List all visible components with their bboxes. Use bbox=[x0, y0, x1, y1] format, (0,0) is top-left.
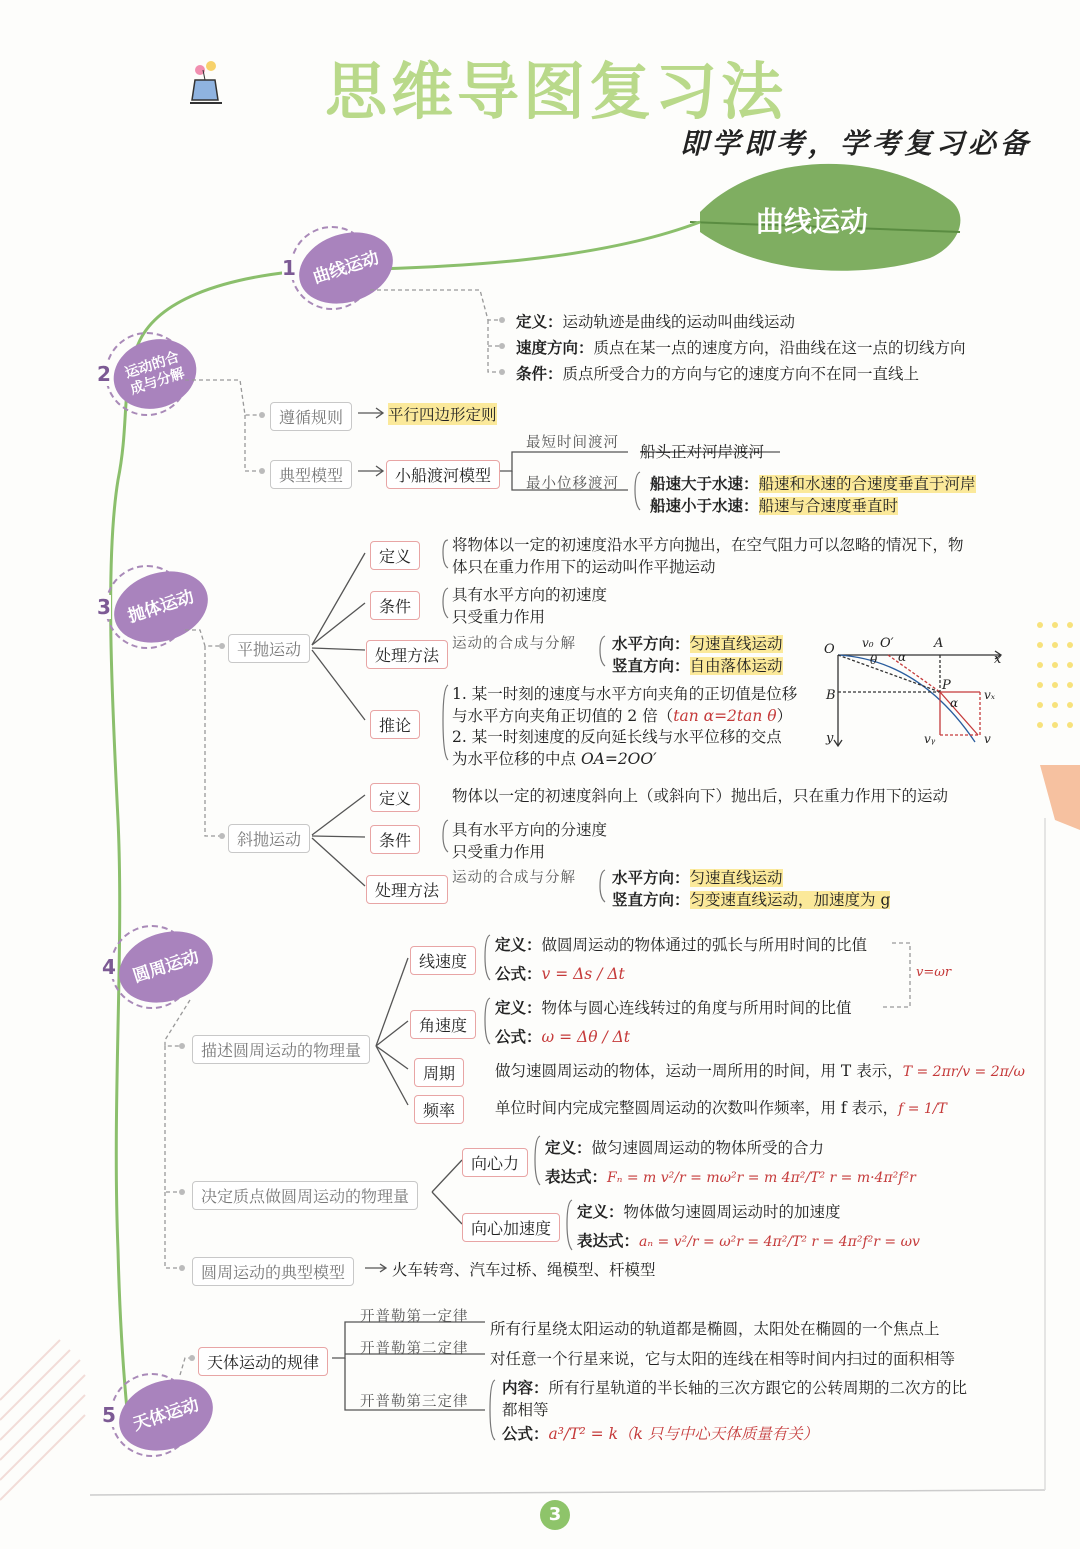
cel-k1-name: 开普勒第一定律 bbox=[360, 1309, 469, 1325]
cel-k3-name: 开普勒第三定律 bbox=[360, 1394, 469, 1410]
circ-freq bbox=[495, 1096, 947, 1118]
circ-lin-def bbox=[495, 933, 867, 955]
cel-k3-content2: 都相等 bbox=[502, 1401, 549, 1419]
circ-ca-box: 向心加速度 bbox=[462, 1213, 560, 1242]
cel-law-box: 天体运动的规律 bbox=[198, 1347, 328, 1376]
synth-rule-box: 遵循规则 bbox=[270, 402, 352, 431]
curve-def-value: 运动轨迹是曲线的运动叫曲线运动 bbox=[562, 313, 796, 331]
synth-gt bbox=[650, 472, 976, 494]
curve-cond-value: 质点所受合力的方向与它的速度方向不在同一直线上 bbox=[562, 365, 920, 383]
cel-k3-content1 bbox=[502, 1376, 967, 1398]
proj-method-box: 处理方法 bbox=[366, 640, 448, 669]
cel-k2-name: 开普勒第二定律 bbox=[360, 1341, 469, 1357]
module-5-label: 天体运动 bbox=[110, 1368, 222, 1462]
circ-ang-def bbox=[495, 996, 852, 1018]
page-title: 思维导图复习法 bbox=[325, 55, 788, 128]
proj-ob-horizontal bbox=[612, 866, 783, 888]
curve-cond-key: 条件： bbox=[516, 364, 563, 383]
circ-lin-def-value: 做圆周运动的物体通过的弧长与所用时间的比值 bbox=[541, 936, 868, 954]
synth-lt-key: 船速小于水速： bbox=[650, 496, 759, 515]
proj-infer1b: 与水平方向夹角正切值的 2 倍（ bbox=[452, 707, 674, 725]
proj-ob-def-value: 物体以一定的初速度斜向上（或斜向下）抛出后，只在重力作用下的运动 bbox=[452, 787, 949, 805]
cel-k3-content-key: 内容： bbox=[502, 1378, 549, 1397]
proj-def-line2: 体只在重力作用下的运动叫作平抛运动 bbox=[452, 558, 716, 576]
synth-gt-key: 船速大于水速： bbox=[650, 474, 759, 493]
circ-ca-def bbox=[577, 1200, 841, 1222]
fig-label-alpha2: α bbox=[950, 696, 959, 710]
circ-lin-formula bbox=[495, 962, 625, 984]
circ-model-value: 火车转弯、汽车过桥、绳模型、杆模型 bbox=[392, 1261, 656, 1279]
curve-vel-key: 速度方向： bbox=[516, 338, 594, 357]
module-1-label: 曲线运动 bbox=[290, 221, 402, 315]
proj-ob-cond-line1: 具有水平方向的分速度 bbox=[452, 821, 608, 839]
curve-definition bbox=[516, 310, 795, 332]
synth-short-time: 最短时间渡河 bbox=[526, 435, 619, 451]
proj-infer-line1: 1. 某一时刻的速度与水平方向夹角的正切值是位移 bbox=[452, 685, 798, 703]
proj-infer-line4 bbox=[452, 747, 657, 769]
fig-label-theta: θ bbox=[870, 653, 878, 667]
proj-cond-line1: 具有水平方向的初速度 bbox=[452, 586, 608, 604]
cel-k3-formula bbox=[502, 1422, 818, 1444]
circ-lin-def-key: 定义： bbox=[495, 935, 542, 954]
proj-vert-value: 自由落体运动 bbox=[689, 657, 783, 675]
proj-horiz-key: 水平方向： bbox=[612, 634, 690, 653]
circ-decide-box: 决定质点做圆周运动的物理量 bbox=[192, 1181, 418, 1210]
circ-cf-def bbox=[545, 1136, 824, 1158]
circ-ca-def-key: 定义： bbox=[577, 1202, 624, 1221]
fig-label-v: v bbox=[984, 732, 991, 746]
page-subtitle: 即学即考，学考复习必备 bbox=[680, 127, 1033, 160]
proj-ob-v-value: 匀变速直线运动，加速度为 g bbox=[689, 891, 891, 909]
fig-label-Oprime: O′ bbox=[880, 636, 894, 651]
proj-infer-box: 推论 bbox=[370, 710, 420, 739]
proj-ob-def-box: 定义 bbox=[370, 783, 420, 812]
circ-freq-formula: f = 1/T bbox=[898, 1101, 947, 1117]
fig-label-vx: vₓ bbox=[984, 688, 996, 702]
circ-cf-expr-key: 表达式： bbox=[545, 1167, 608, 1186]
proj-infer-line3: 2. 某一时刻速度的反向延长线与水平位移的交点 bbox=[452, 728, 782, 746]
circ-freq-box: 频率 bbox=[414, 1095, 464, 1124]
proj-ob-h-value: 匀速直线运动 bbox=[689, 869, 783, 887]
circ-cf-expr bbox=[545, 1165, 916, 1187]
proj-ob-vertical bbox=[612, 888, 890, 910]
proj-infer2c: OA=2OO′ bbox=[580, 750, 657, 768]
fig-label-B: B bbox=[826, 688, 836, 703]
circ-ca-def-value: 物体做匀速圆周运动时的加速度 bbox=[623, 1203, 841, 1221]
module-5-number: 5 bbox=[102, 1403, 116, 1427]
synth-short-disp: 最小位移渡河 bbox=[526, 476, 619, 492]
proj-infer1d: ） bbox=[776, 707, 793, 725]
curve-condition bbox=[516, 362, 919, 384]
curve-velocity bbox=[516, 336, 966, 358]
curve-vel-value: 质点在某一点的速度方向，沿曲线在这一点的切线方向 bbox=[593, 339, 966, 357]
proj-cond-line2: 只受重力作用 bbox=[452, 608, 546, 626]
projectile-diagram bbox=[834, 651, 1001, 746]
proj-horizontal bbox=[612, 632, 783, 654]
synth-gt-value: 船速和水速的合速度垂直于河岸 bbox=[758, 475, 976, 493]
module-4-number: 4 bbox=[102, 955, 116, 979]
circ-v-omega-r: v=ωr bbox=[916, 965, 952, 980]
cel-k3-content-value: 所有行星轨道的半长轴的三次方跟它的公转周期的二次方的比 bbox=[548, 1379, 968, 1397]
circ-cf-def-key: 定义： bbox=[545, 1138, 592, 1157]
proj-def-line1: 将物体以一定的初速度沿水平方向抛出，在空气阻力可以忽略的情况下，物 bbox=[452, 536, 964, 554]
synth-lt-value: 船速与合速度垂直时 bbox=[758, 497, 899, 515]
circ-period bbox=[495, 1059, 1025, 1081]
circ-ca-expr bbox=[577, 1229, 920, 1251]
proj-ob-cond-line2: 只受重力作用 bbox=[452, 843, 546, 861]
synth-short-time-value: 船头正对河岸渡河 bbox=[640, 443, 765, 461]
proj-infer1c: tan α=2tan θ bbox=[673, 707, 777, 725]
circ-ang-def-value: 物体与圆心连线转过的角度与所用时间的比值 bbox=[541, 999, 852, 1017]
proj-ob-method-box: 处理方法 bbox=[366, 875, 448, 904]
fig-label-alpha: α bbox=[898, 650, 907, 664]
circ-cf-expr-value: Fₙ = m v²/r = mω²r = m 4π²/T² r = m·4π²f²r bbox=[607, 1170, 916, 1186]
proj-ob-h-key: 水平方向： bbox=[612, 868, 690, 887]
fig-label-v0: v₀ bbox=[862, 636, 874, 650]
topic-label: 曲线运动 bbox=[756, 205, 869, 238]
module-1-number: 1 bbox=[282, 256, 296, 280]
proj-oblique-box: 斜抛运动 bbox=[228, 824, 310, 853]
circ-ang-box: 角速度 bbox=[410, 1010, 476, 1039]
circ-period-formula: T = 2πr/v = 2π/ω bbox=[902, 1064, 1025, 1080]
fig-label-vy: vᵧ bbox=[924, 732, 936, 746]
cel-k3-formula-key: 公式： bbox=[502, 1424, 549, 1443]
circ-lin-f-key: 公式： bbox=[495, 964, 542, 983]
circ-desc-box: 描述圆周运动的物理量 bbox=[192, 1035, 370, 1064]
circ-ang-f-value: ω = Δθ / Δt bbox=[541, 1028, 631, 1046]
synth-rule-value: 平行四边形定则 bbox=[388, 403, 497, 425]
module-2-label: 运动的合成与分解 bbox=[105, 329, 206, 420]
circ-ang-def-key: 定义： bbox=[495, 998, 542, 1017]
fig-label-O: O bbox=[824, 642, 835, 657]
fig-label-x: x bbox=[994, 652, 1002, 667]
module-4-label: 圆周运动 bbox=[110, 920, 222, 1014]
synth-model-name: 小船渡河模型 bbox=[386, 460, 500, 489]
fig-label-P: P bbox=[942, 678, 951, 693]
circ-cf-def-value: 做匀速圆周运动的物体所受的合力 bbox=[591, 1139, 825, 1157]
curve-def-key: 定义： bbox=[516, 312, 563, 331]
circ-ang-formula bbox=[495, 1025, 630, 1047]
module-3-label: 抛体运动 bbox=[105, 560, 217, 654]
circ-ang-f-key: 公式： bbox=[495, 1027, 542, 1046]
circ-ca-expr-value: aₙ = v²/r = ω²r = 4π²/T² r = 4π²f²r = ωv bbox=[639, 1234, 920, 1250]
proj-horiz-value: 匀速直线运动 bbox=[689, 635, 783, 653]
circ-lin-f-value: v = Δs / Δt bbox=[541, 965, 625, 983]
proj-ob-cond-box: 条件 bbox=[370, 825, 420, 854]
circ-period-box: 周期 bbox=[414, 1058, 464, 1087]
cel-k1-value: 所有行星绕太阳运动的轨道都是椭圆，太阳处在椭圆的一个焦点上 bbox=[490, 1320, 940, 1338]
circ-period-value: 做匀速圆周运动的物体，运动一周所用的时间，用 T 表示， bbox=[495, 1062, 903, 1080]
proj-cond-box: 条件 bbox=[370, 591, 420, 620]
fig-label-y: y bbox=[826, 731, 834, 746]
proj-vert-key: 竖直方向： bbox=[612, 656, 690, 675]
module-2-number: 2 bbox=[97, 362, 111, 386]
proj-flat-box: 平抛运动 bbox=[228, 634, 310, 663]
proj-def-box: 定义 bbox=[370, 541, 420, 570]
proj-method-name: 运动的合成与分解 bbox=[452, 636, 576, 652]
proj-ob-method-name: 运动的合成与分解 bbox=[452, 870, 576, 886]
page-number: 3 bbox=[540, 1500, 570, 1530]
module-3-number: 3 bbox=[97, 595, 111, 619]
cel-k3-formula-value: a³/T² = k（k 只与中心天体质量有关） bbox=[548, 1425, 819, 1443]
proj-vertical bbox=[612, 654, 783, 676]
proj-infer2b: 为水平位移的中点 bbox=[452, 750, 581, 768]
proj-infer-line2 bbox=[452, 704, 792, 726]
circ-freq-value: 单位时间内完成完整圆周运动的次数叫作频率，用 f 表示， bbox=[495, 1099, 899, 1117]
circ-lin-box: 线速度 bbox=[410, 946, 476, 975]
synth-lt bbox=[650, 494, 898, 516]
synth-model-box: 典型模型 bbox=[270, 460, 352, 489]
fig-label-A: A bbox=[934, 636, 944, 651]
proj-ob-v-key: 竖直方向： bbox=[612, 890, 690, 909]
circ-ca-expr-key: 表达式： bbox=[577, 1231, 640, 1250]
cel-k2-value: 对任意一个行星来说，它与太阳的连线在相等时间内扫过的面积相等 bbox=[490, 1350, 956, 1368]
circ-cf-box: 向心力 bbox=[462, 1148, 528, 1177]
circ-model-box: 圆周运动的典型模型 bbox=[192, 1257, 354, 1286]
